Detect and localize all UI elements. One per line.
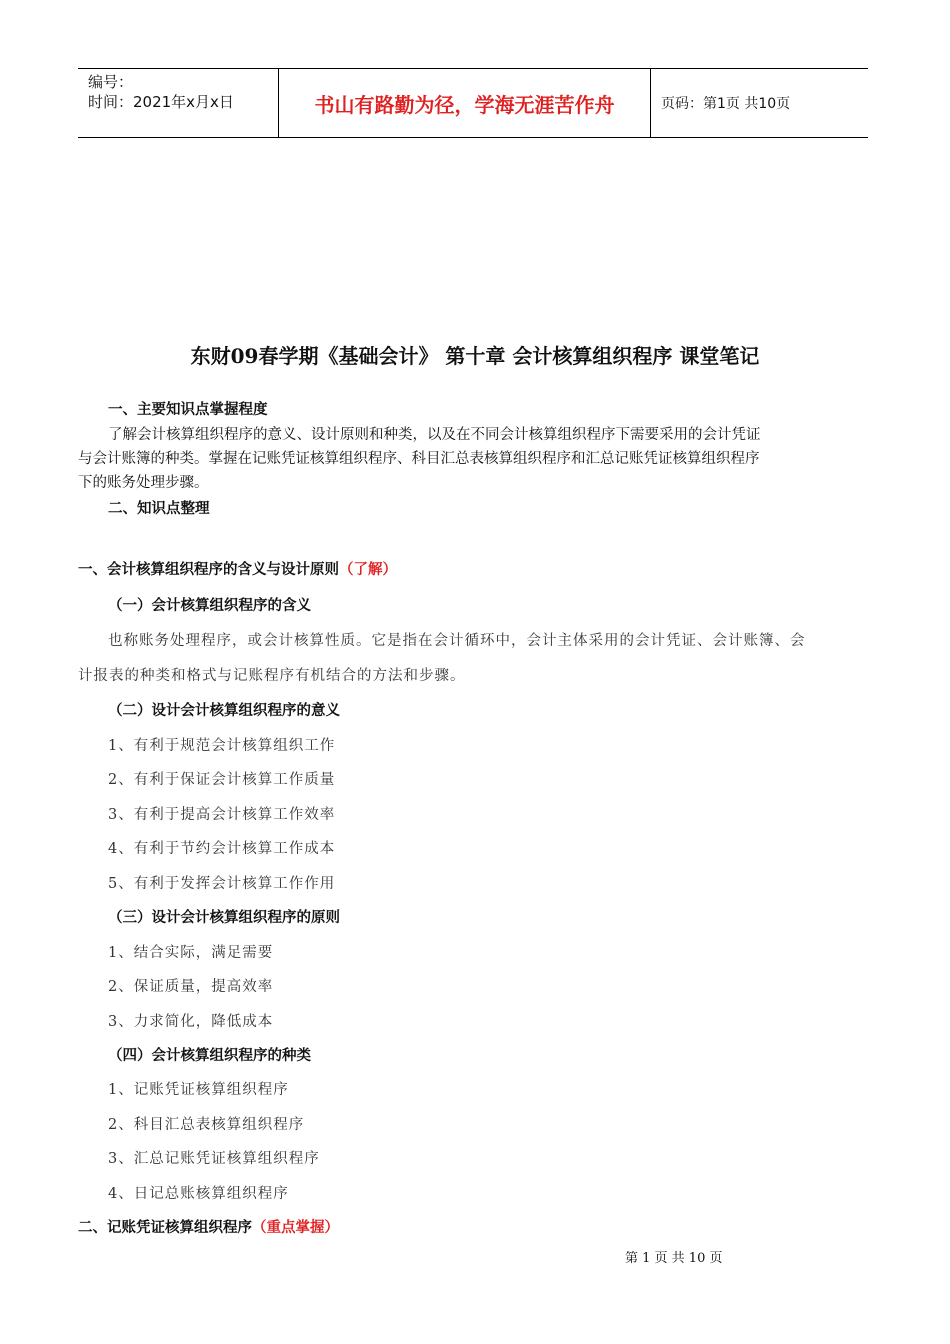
section1-line: 与会计账簿的种类。掌握在记账凭证核算组织程序、科目汇总表核算组织程序和汇总记账凭证核算组织程序 bbox=[78, 451, 760, 467]
part1-heading bbox=[78, 558, 397, 579]
sub1-line: 也称账务处理程序，或会计核算性质。它是指在会计循环中，会计主体采用的会计凭证、会计账簿、会 bbox=[108, 633, 806, 649]
header-page-cell bbox=[651, 69, 868, 137]
section1-line: 了解会计核算组织程序的意义、设计原则和种类，以及在不同会计核算组织程序下需要采用的会计凭证 bbox=[108, 427, 761, 443]
list-item: 3、有利于提高会计核算工作效率 bbox=[108, 807, 336, 823]
list-item: 1、记账凭证核算组织程序 bbox=[108, 1082, 289, 1098]
sub2-heading: （二）设计会计核算组织程序的意义 bbox=[108, 702, 340, 719]
list-item: 1、有利于规范会计核算组织工作 bbox=[108, 738, 336, 754]
sub4-heading: （四）会计核算组织程序的种类 bbox=[108, 1047, 311, 1064]
header-meta bbox=[78, 69, 279, 137]
page-header bbox=[78, 68, 868, 138]
list-item: 5、有利于发挥会计核算工作作用 bbox=[108, 876, 336, 892]
part2-heading-text: 二、记账凭证核算组织程序 bbox=[78, 1219, 252, 1236]
list-item: 2、科目汇总表核算组织程序 bbox=[108, 1117, 305, 1133]
number-label: 编号： bbox=[88, 73, 134, 91]
section2-heading: 二、知识点整理 bbox=[108, 500, 210, 517]
list-item: 4、有利于节约会计核算工作成本 bbox=[108, 841, 336, 857]
list-item: 4、日记总账核算组织程序 bbox=[108, 1186, 289, 1202]
sub3-heading: （三）设计会计核算组织程序的原则 bbox=[108, 909, 340, 926]
header-motto-cell bbox=[279, 69, 651, 137]
list-item: 2、有利于保证会计核算工作质量 bbox=[108, 772, 336, 788]
time-label: 时间：2021年x月x日 bbox=[88, 93, 234, 111]
list-item: 2、保证质量，提高效率 bbox=[108, 979, 274, 995]
document-title: 东财09春学期《基础会计》 第十章 会计核算组织程序 课堂笔记 bbox=[190, 344, 760, 368]
motto: 书山有路勤为径，学海无涯苦作舟 bbox=[314, 92, 615, 117]
sub1-line: 计报表的种类和格式与记账程序有机结合的方法和步骤。 bbox=[78, 668, 466, 684]
part2-tag: （重点掌握） bbox=[252, 1219, 339, 1236]
part1-tag: （了解） bbox=[339, 561, 397, 578]
part2-heading bbox=[78, 1216, 339, 1237]
list-item: 3、汇总记账凭证核算组织程序 bbox=[108, 1151, 320, 1167]
sub1-heading: （一）会计核算组织程序的含义 bbox=[108, 597, 311, 614]
part1-heading-text: 一、会计核算组织程序的含义与设计原则 bbox=[78, 561, 339, 578]
page-footer: 第 1 页 共 10 页 bbox=[625, 1251, 723, 1266]
section1-line: 下的账务处理步骤。 bbox=[78, 475, 209, 491]
page-code: 页码：第1页 共10页 bbox=[661, 96, 791, 112]
list-item: 1、结合实际，满足需要 bbox=[108, 945, 274, 961]
section1-heading: 一、主要知识点掌握程度 bbox=[108, 401, 268, 418]
list-item: 3、力求简化，降低成本 bbox=[108, 1014, 274, 1030]
